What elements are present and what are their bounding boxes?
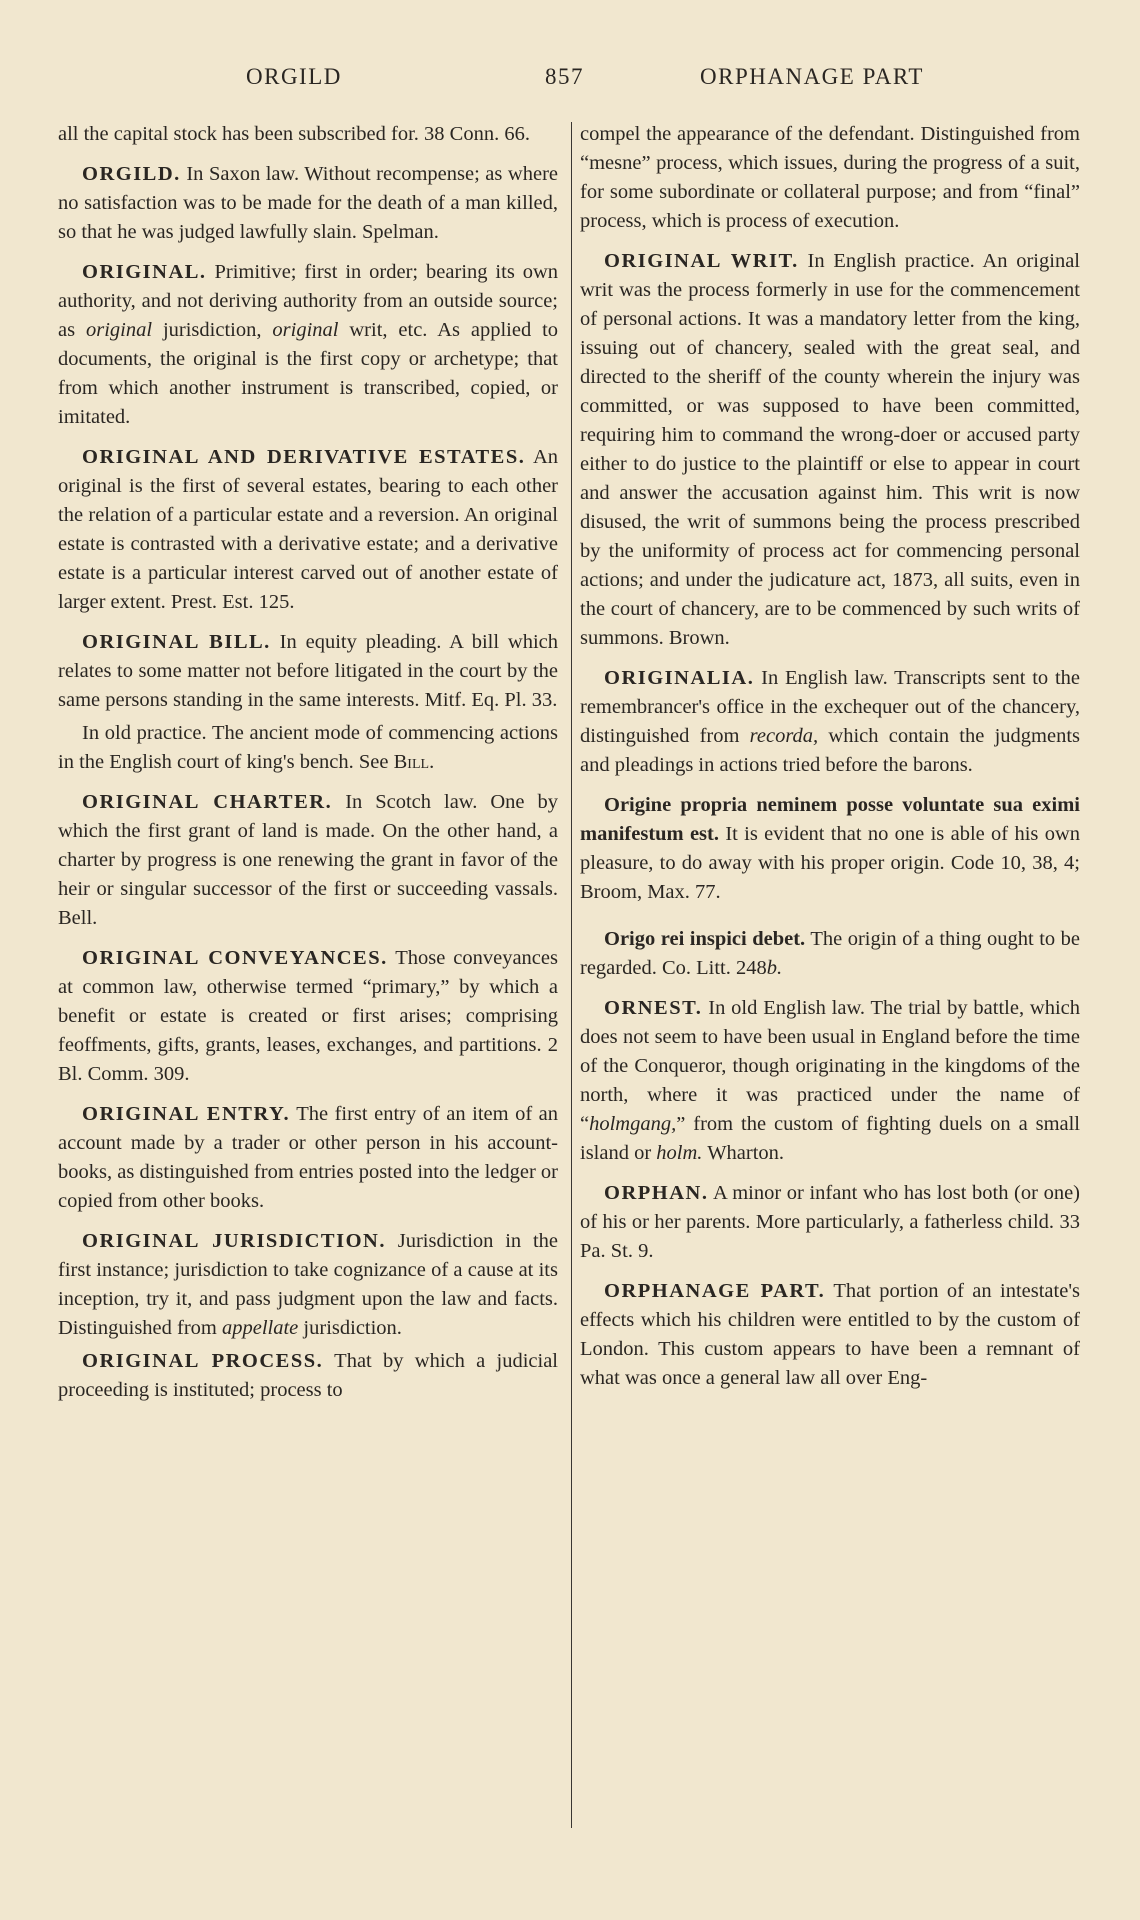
entry-italic-term: b. [766,957,783,979]
entry-italic-term: recorda, [749,725,819,747]
entry-body: It is evident that no one is able of his own pleasure, to do away with his proper origin. Code 10, 38, 4; Broom, Max. 77. [580,823,1080,903]
entry-original-bill-old-practice [58,719,558,777]
continued-entry [58,120,558,149]
entry-body: That portion of an intestate's effects which his children were entitled to by the custom of London. This custom appears to have been a remnant of what was once a general law all over Eng- [580,1280,1080,1389]
entry-headword: ORIGINAL PROCESS. [82,1350,324,1372]
entry-body: A minor or infant who has lost both (or one) of his or her parents. More particularly, a fatherless child. 33 Pa. St. 9. [580,1182,1080,1262]
entry-body: Primitive; first in order; bearing its own authority, and not deriving authority from an outside source; as [58,261,559,341]
entry-orgild [58,160,558,247]
entry-body: writ, etc. As applied to documents, the original is the first copy or archetype; that from which another instrument is transcribed, copied, or imitated. [58,319,559,428]
entry-body: In old English law. The trial by battle, which does not seem to have been usual in England before the time of the Conqueror, though originating in the kingdoms of the north, where it was practiced under the name of “ [580,997,1081,1135]
entry-orphan [580,1179,1080,1266]
entry-ornest [580,994,1080,1168]
continued-entry [580,120,1080,236]
entry-headword: ORIGINAL CONVEYANCES. [82,947,388,969]
entry-headword: ORPHAN. [604,1182,709,1204]
entry-headword: ORIGINAL ENTRY. [82,1103,291,1125]
entry-italic-term: holm. [656,1142,703,1164]
column-divider [571,122,572,1828]
entry-body: An original is the first of several estates, bearing to each other the relation of a particular estate and a reversion. An original estate is contrasted with a derivative estate; and a derivative estate is a particular interest carved out of another estate of larger extent. Prest. Est. 125. [58,446,558,613]
entry-body: ” from the custom of fighting duels on a small island or [580,1113,1080,1164]
entry-maxim-origine-propria [580,791,1080,907]
running-header [0,64,1140,94]
entry-body: In Scotch law. One by which the first grant of land is made. On the other hand, a charter by progress is one renewing the grant in favor of the heir or singular successor of the first or succeeding vassals. Bell. [58,791,559,929]
entry-original-writ [580,247,1080,653]
entry-body: Wharton. [707,1142,785,1164]
entry-originalia [580,664,1080,780]
entry-body: jurisdiction. [303,1317,402,1339]
entry-orphanage-part [580,1277,1080,1393]
entry-headword: ORIGINALIA. [604,667,755,689]
entry-body: The first entry of an item of an account made by a trader or other person in his account-books, as distinguished from entries posted into the ledger or copied from other books. [58,1103,558,1212]
entry-original-jurisdiction [58,1227,558,1343]
maxim-headword: Origine propria neminem posse voluntate sua eximi manifestum est. [580,794,1080,845]
entry-headword: ORIGINAL WRIT. [604,250,799,272]
entry-italic-term: holmgang, [589,1113,677,1135]
entry-original-charter [58,788,558,933]
entry-italic-term: original [272,319,339,341]
entry-body: Those conveyances at common law, otherwise termed “primary,” by which a benefit or estate is created or first arises; comprising feoffments, gifts, grants, leases, exchanges, and partitions. 2 Bl. Comm. 309. [58,947,558,1085]
entry-body: In English law. Transcripts sent to the remembrancer's office in the exchequer out of the chancery, distinguished from [580,667,1080,747]
entry-headword: ORIGINAL CHARTER. [82,791,333,813]
entry-body: which contain the judgments and pleadings in actions tried before the barons. [580,725,1080,776]
entry-body: That by which a judicial proceeding is instituted; process to [58,1350,558,1401]
header-right-guide-word: ORPHANAGE PART [700,64,924,89]
page-number: 857 [545,64,584,89]
entry-body: Jurisdiction in the first instance; jurisdiction to take cognizance of a cause at its inception, try it, and pass judgment upon the law and facts. Distinguished from [58,1230,558,1339]
entry-headword: ORIGINAL AND DERIVATIVE ESTATES. [82,446,526,468]
entry-body: In Saxon law. Without recompense; as where no satisfaction was to be made for the death of a man killed, so that he was judged lawfully slain. Spelman. [58,163,559,243]
entry-body: compel the appearance of the defendant. Distinguished from “mesne” process, which issues, during the progress of a suit, for some subordinate or collateral purpose; and from “final” process, which is process of execution. [580,123,1080,232]
entry-original-bill [58,628,558,715]
entry-headword: ORNEST. [604,997,703,1019]
entry-body: all the capital stock has been subscribed for. 38 Conn. 66. [58,123,530,145]
entry-original-conveyances [58,944,558,1089]
entry-original [58,258,558,432]
entry-italic-term: original [85,319,153,341]
cross-reference: Bill. [393,751,435,773]
entry-original-and-derivative-estates [58,443,558,617]
entry-body: In old practice. The ancient mode of commencing actions in the English court of king's bench. See [58,722,558,773]
entry-headword: ORIGINAL. [82,261,207,283]
entry-headword: ORGILD. [82,163,181,185]
entry-body: The origin of a thing ought to be regarded. Co. Litt. 248 [580,928,1080,979]
entry-body: jurisdiction, [162,319,262,341]
maxim-headword: Origo rei inspici debet. [604,928,806,950]
entry-body: In English practice. An original writ was the process formerly in use for the commencement of personal actions. It was a mandatory letter from the king, issuing out of chancery, sealed with the great seal, and directed to the sheriff of the county wherein the injury was committed, or was supposed to have been committed, requiring him to command the wrong-doer or accused party either to do justice to the plaintiff or else to appear in court and answer the accusation against him. This writ is now disused, the writ of summons being the process prescribed by the uniformity of process act for commencing personal actions; and under the judicature act, 1873, all suits, even in the court of chancery, are to be commenced by such writs of summons. Brown. [580,250,1080,649]
entry-maxim-origo-rei [580,925,1080,983]
left-column [58,120,558,1416]
entry-headword: ORIGINAL JURISDICTION. [82,1230,386,1252]
entry-original-process [58,1347,558,1405]
entry-body: In equity pleading. A bill which relates to some matter not before litigated in the court by the same persons standing in the same interests. Mitf. Eq. Pl. 33. [58,631,558,711]
entry-italic-term: appellate [222,1317,299,1339]
right-column [580,120,1080,1404]
header-left-guide-word: ORGILD [246,64,342,89]
entry-original-entry [58,1100,558,1216]
entry-headword: ORPHANAGE PART. [604,1280,826,1302]
entry-headword: ORIGINAL BILL. [82,631,271,653]
